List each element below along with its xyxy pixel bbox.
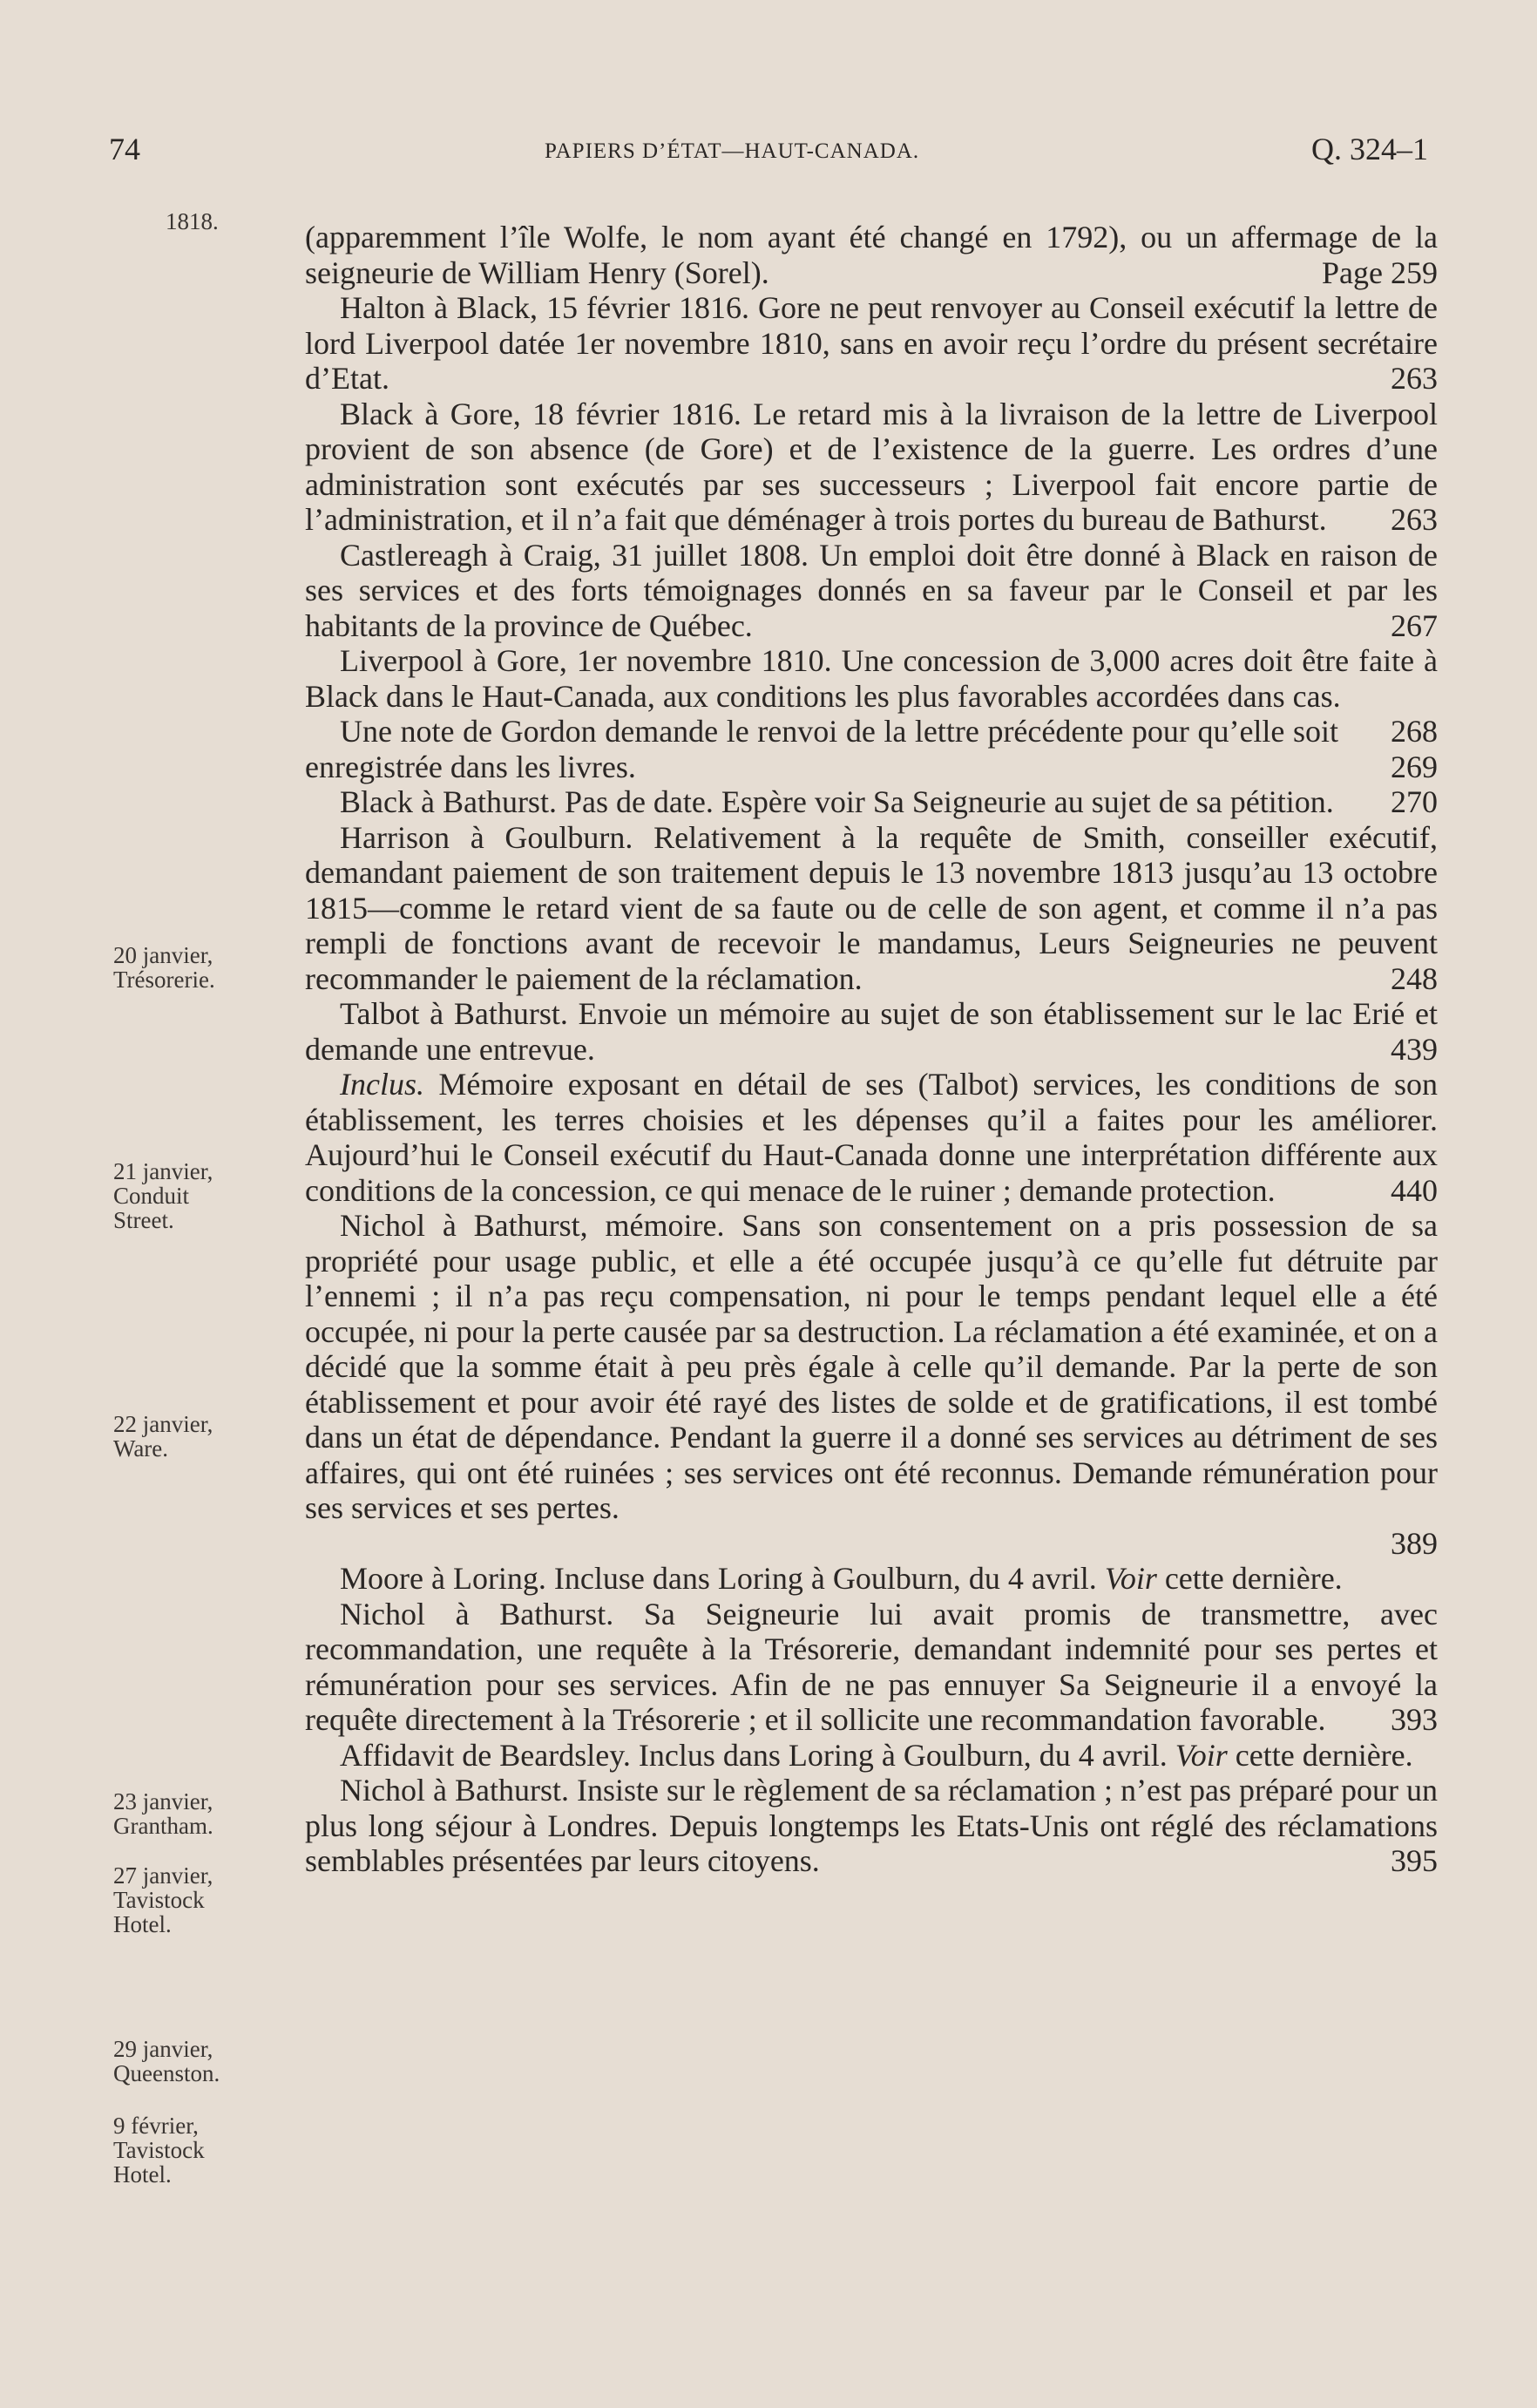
entry-7: Harrison à Goulburn. Relativement à la requête de Smith, conseiller exécutif, demandant paiement de son traitement depuis le 13 novembre 1813 jusqu’au 13 octobre 1815—comme le retard vient de sa faute ou de celle de son agent, et comme il n’a pas rempli de fonctions avant de recevoir le mandamus, Leurs Seigneuries ne peuvent recommander le paiement de la réclamation. 248 <box>305 819 1438 996</box>
page-ref: 389 <box>1391 1525 1438 1561</box>
entry-2: Black à Gore, 18 février 1816. Le retard mis à la livraison de la lettre de Liverpool provient de son absence (de Gore) et de l’existence de la guerre. Les ordres d’une administration sont exécutés par ses successeurs ; Liverpool fait encore partie de l’administration, et il n’a fait que déménager à trois portes du bureau de Bathurst. 263 <box>305 396 1438 537</box>
page-ref: 270 <box>1391 784 1438 819</box>
entry-3: Castlereagh à Craig, 31 juillet 1808. Un emploi doit être donné à Black en raison de ses services et des forts témoignages donnés en sa faveur par le Conseil et par les habitants de la province de Québec. 267 <box>305 537 1438 643</box>
margin-note-20-janvier: 20 janvier, Trésorerie. <box>113 942 215 993</box>
entry-5: Une note de Gordon demande le renvoi de la lettre précédente pour qu’elle soit enregistrée dans les livres. 269 <box>305 714 1438 784</box>
margin-note-22-janvier: 22 janvier, Ware. <box>113 1411 213 1462</box>
page-ref: 439 <box>1391 1031 1438 1067</box>
entry-14: Nichol à Bathurst. Insiste sur le règlement de sa réclamation ; n’est pas préparé pour un plus long séjour à Londres. Depuis longtemps les Etats-Unis ont réglé des réclamations semblables présentées par leurs citoyens. 395 <box>305 1773 1438 1878</box>
entry-0: (apparemment l’île Wolfe, le nom ayant été changé en 1792), ou un affermage de la seigneurie de William Henry (Sorel). Page 259 <box>305 220 1438 290</box>
margin-note-23-janvier: 23 janvier, Grantham. <box>113 1788 213 1839</box>
running-title: PAPIERS D’ÉTAT—HAUT-CANADA. <box>545 139 920 163</box>
page-ref: Page 259 <box>1322 254 1438 290</box>
entry-6: Black à Bathurst. Pas de date. Espère voir Sa Seigneurie au sujet de sa pétition. 270 <box>340 784 1438 819</box>
page-ref: 395 <box>1391 1843 1438 1878</box>
page-ref: 263 <box>1391 361 1438 396</box>
entry-8: Talbot à Bathurst. Envoie un mémoire au sujet de son établissement sur le lac Erié et demande une entrevue. 439 <box>305 996 1438 1067</box>
entry-1: Halton à Black, 15 février 1816. Gore ne peut renvoyer au Conseil exécutif la lettre de lord Liverpool datée 1er novembre 1810, sans en avoir reçu l’ordre du présent secrétaire d’Etat. 263 <box>305 290 1438 396</box>
margin-note-21-janvier: 21 janvier, Conduit Street. <box>113 1158 213 1233</box>
entry-12: Nichol à Bathurst. Sa Seigneurie lui avait promis de transmettre, avec recommandation, une requête à la Trésorerie, demandant indemnité pour ses pertes et rémunération pour ses services. Afin de ne pas ennuyer Sa Seigneurie il a envoyé la requête directement à la Trésorerie ; et il sollicite une recommandation favorable. 393 <box>305 1596 1438 1737</box>
page-ref: 393 <box>1391 1702 1438 1737</box>
inclus-label: Inclus. <box>340 1067 424 1102</box>
page-ref: 268 <box>1391 714 1438 749</box>
entry-10: Nichol à Bathurst, mémoire. Sans son consentement on a pris possession de sa propriété pour usage public, et elle a été occupée jusqu’à ce qu’elle fut détruite par l’ennemi ; il n’a pas reçu compensation, ni pour le temps pendant lequel elle a été occupée, ni pour la perte causée par sa destruction. La réclamation a été examinée, et on a décidé que la somme était à peu près égale à celle qu’il demande. Par la perte de son établissement et pour avoir été rayé des listes de solde et de gratifications, il est tombé dans un état de dépendance. Pendant la guerre il a donné ses services au détriment de ses affaires, qui ont été ruinées ; ses services ont été reconnus. Demande rémunération pour ses services et ses pertes. 389 <box>305 1208 1438 1561</box>
voir-label: Voir <box>1175 1737 1228 1773</box>
margin-note-27-janvier: 27 janvier, Tavistock Hotel. <box>113 1862 213 1937</box>
margin-year: 1818. <box>166 208 219 234</box>
page-ref: 269 <box>1391 749 1438 784</box>
archive-reference: Q. 324–1 <box>1311 132 1428 166</box>
page-number: 74 <box>109 132 140 166</box>
page-header <box>109 131 1428 174</box>
entry-11: Moore à Loring. Incluse dans Loring à Goulburn, du 4 avril. Voir cette dernière. <box>340 1561 1343 1596</box>
entry-4: Liverpool à Gore, 1er novembre 1810. Une concession de 3,000 acres doit être faite à Black dans le Haut-Canada, aux conditions les plus favorables accordées dans cas. 268 <box>305 643 1438 749</box>
entry-9: Inclus. Mémoire exposant en détail de ses (Talbot) services, les conditions de son établissement, les terres choisies et les dépenses qu’il a faites pour les améliorer. Aujourd’hui le Conseil exécutif du Haut-Canada donne une interprétation différente aux conditions de la concession, ce qui menace de le ruiner ; demande protection. 440 <box>305 1067 1439 1208</box>
page-ref: 248 <box>1391 960 1438 996</box>
margin-note-29-janvier: 29 janvier, Queenston. <box>113 2036 220 2086</box>
voir-label: Voir <box>1104 1561 1157 1596</box>
page-ref: 263 <box>1391 502 1438 537</box>
page-ref: 267 <box>1391 607 1438 643</box>
margin-note-9-fevrier: 9 février, Tavistock Hotel. <box>113 2113 205 2188</box>
document-body <box>305 220 1438 1879</box>
page-ref: 440 <box>1391 1172 1438 1208</box>
entry-13: Affidavit de Beardsley. Inclus dans Loring à Goulburn, du 4 avril. Voir cette dernière. <box>340 1737 1413 1773</box>
